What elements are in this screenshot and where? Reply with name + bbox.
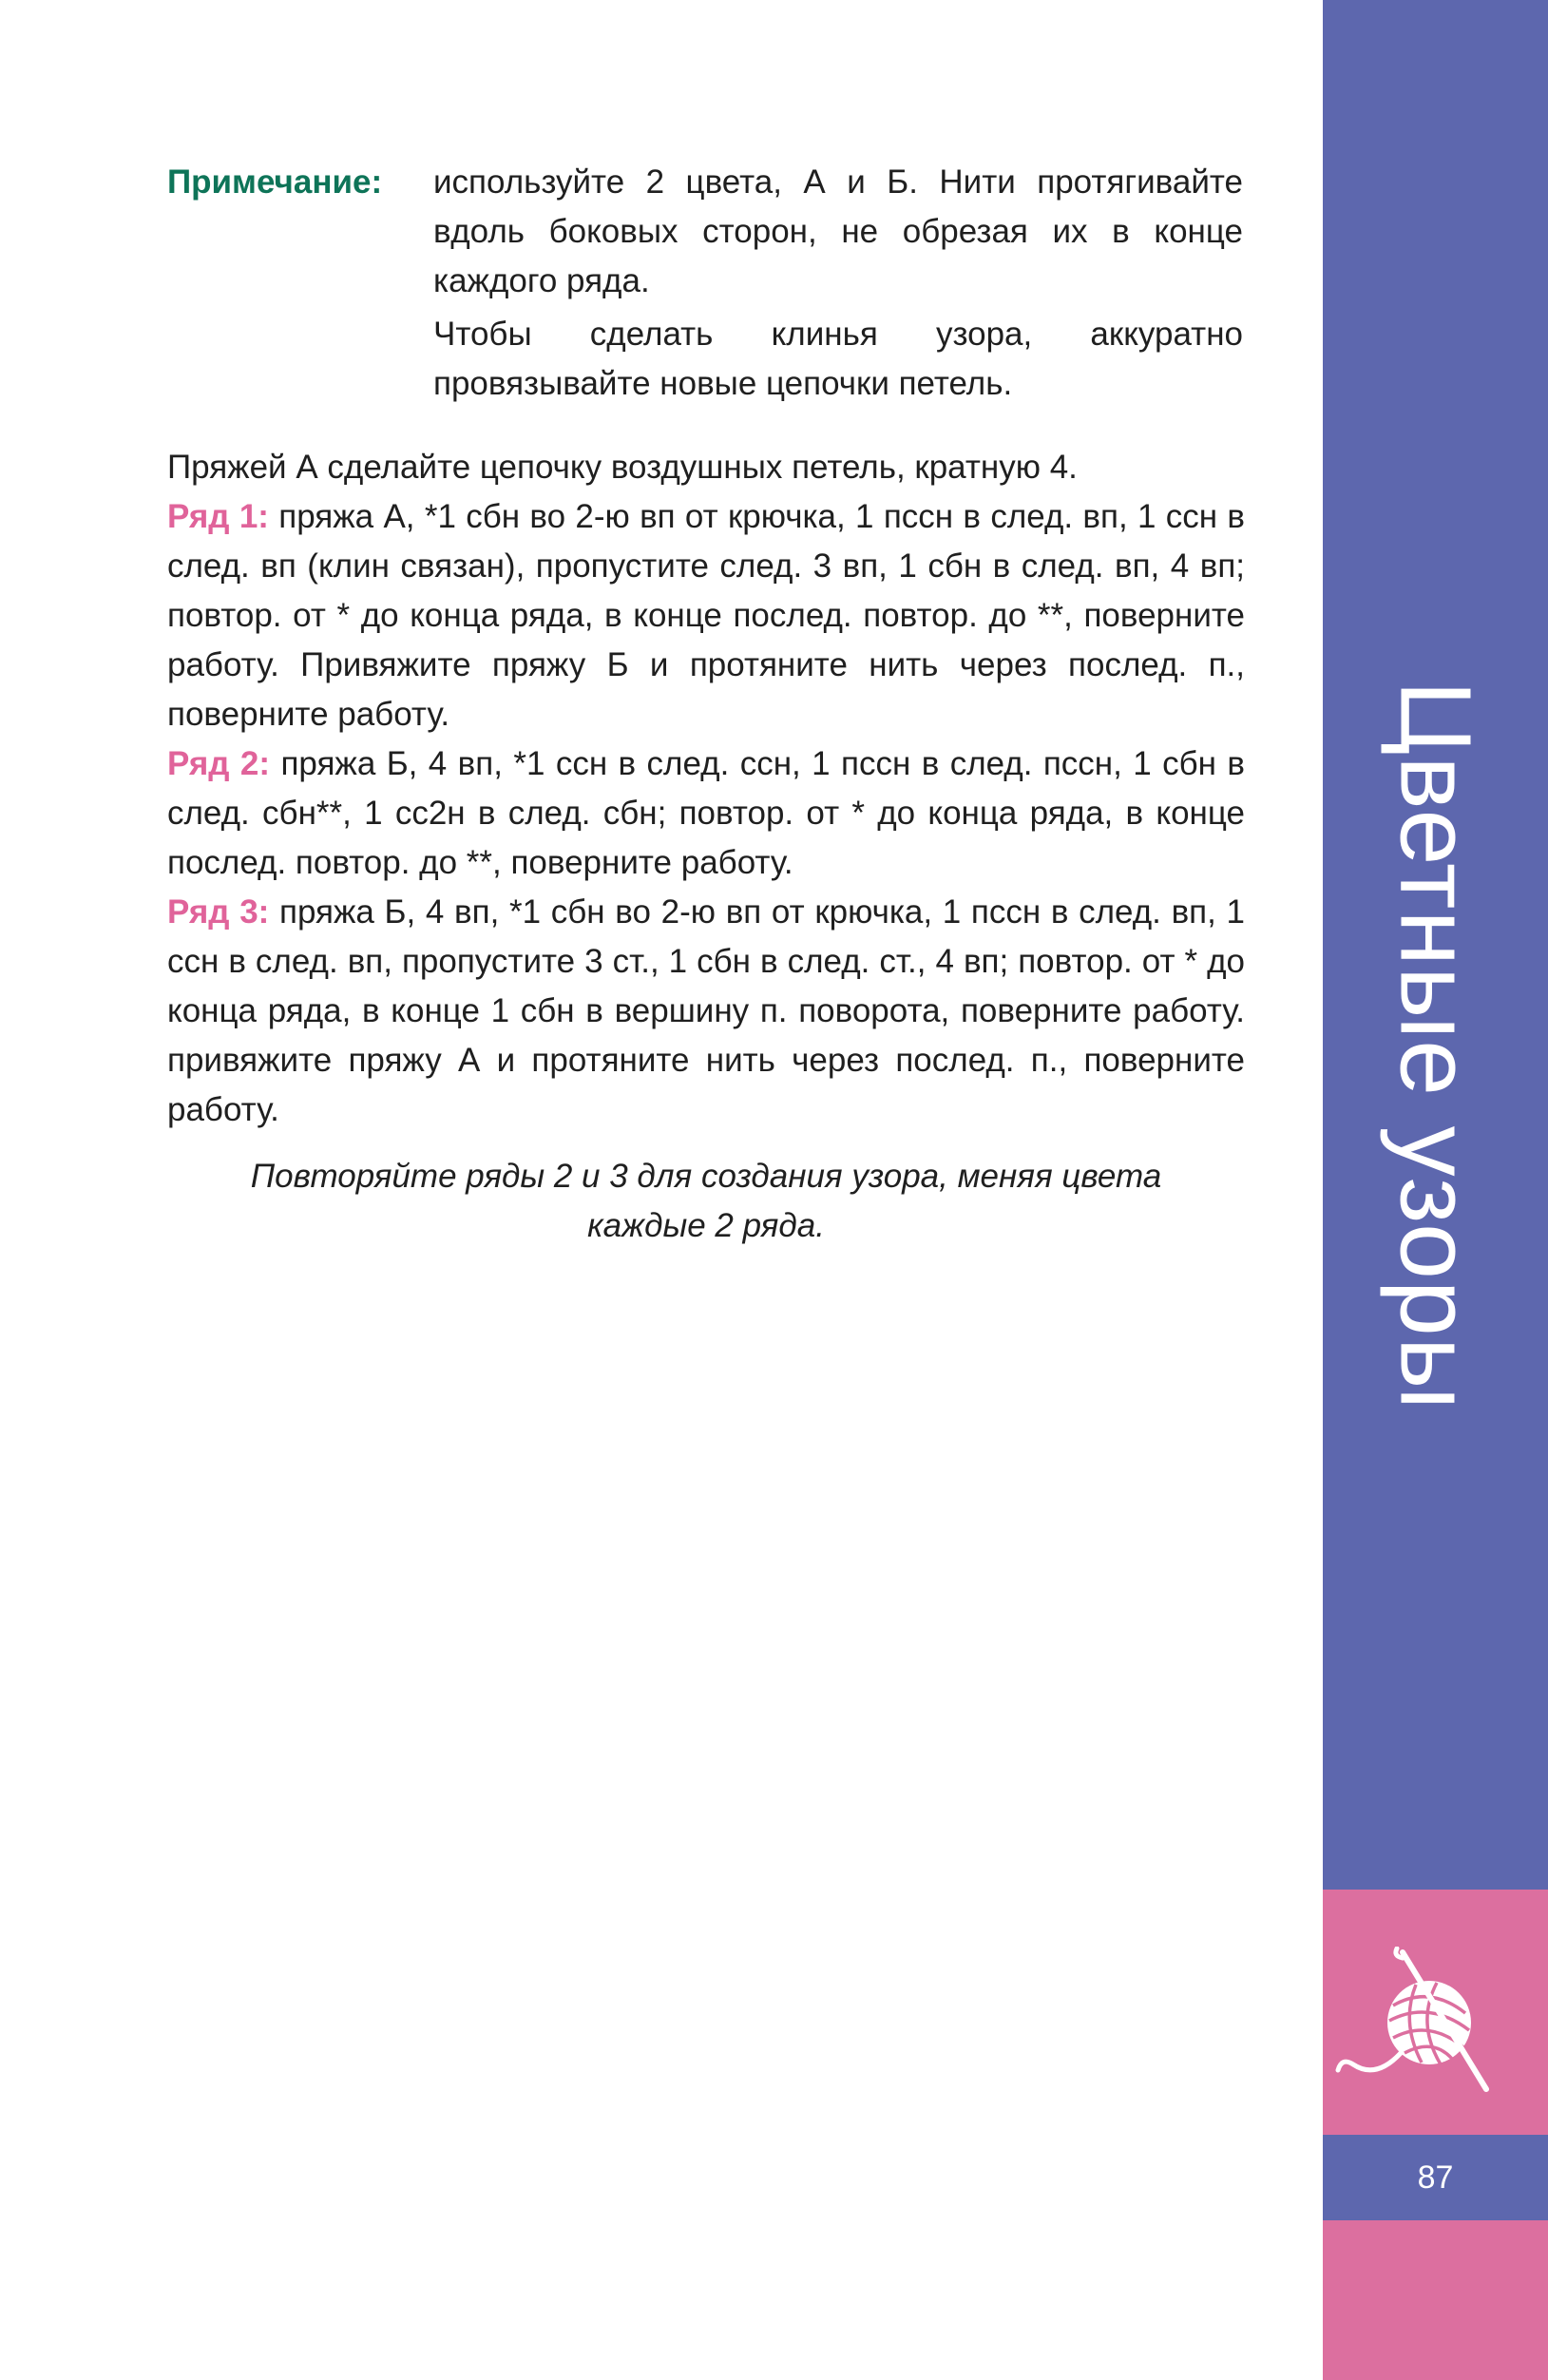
row-3-label: Ряд 3: bbox=[167, 893, 270, 931]
yarn-ball-hook-icon bbox=[1334, 1947, 1505, 2099]
sidebar-page-number-band bbox=[1323, 2135, 1548, 2220]
note-paragraph-1: используйте 2 цвета, А и Б. Нити протягивайте вдоль боковых сторон, не обрезая их в конце каждого ряда. bbox=[433, 163, 1243, 299]
section-sidebar bbox=[1323, 0, 1548, 2380]
row-3-text: пряжа Б, 4 вп, *1 сбн во 2-ю вп от крючка, 1 пссн в след. вп, 1 ссн в след. вп, пропустите 3 ст., 1 сбн в след. ст., 4 вп; повтор. от * до конца ряда, в конце 1 сбн в вершину п. поворота, поверните работу. привяжите пряжу А и протяните нить через послед. п., поверните работу. bbox=[167, 893, 1245, 1128]
sidebar-icon-band bbox=[1323, 1890, 1548, 2135]
sidebar-bottom-band bbox=[1323, 2220, 1548, 2380]
section-title: Цветные узоры bbox=[1379, 680, 1492, 1411]
intro-text: Пряжей А сделайте цепочку воздушных петель, кратную 4. bbox=[167, 449, 1078, 486]
row-1-label: Ряд 1: bbox=[167, 498, 269, 535]
row-3 bbox=[167, 888, 1245, 1135]
sidebar-title-band bbox=[1323, 0, 1548, 1890]
note-label: Примечание: bbox=[167, 163, 383, 201]
row-1 bbox=[167, 492, 1245, 739]
page-number: 87 bbox=[1417, 2159, 1454, 2196]
instructions bbox=[167, 443, 1245, 1135]
note-paragraph-2: Чтобы сделать клинья узора, аккуратно провязывайте новые цепочки петель. bbox=[433, 316, 1243, 402]
row-2-label: Ряд 2: bbox=[167, 745, 271, 782]
repeat-note: Повторяйте ряды 2 и 3 для создания узора, меняя цвета каждые 2 ряда. bbox=[250, 1158, 1162, 1244]
note-body bbox=[433, 158, 1243, 409]
row-1-text: пряжа А, *1 сбн во 2-ю вп от крючка, 1 пссн в след. вп, 1 ссн в след. вп (клин связан), пропустите след. 3 вп, 1 сбн в след. вп, 4 вп; повтор. от * до конца ряда, в конце послед. повтор. до **, поверните работу. Привяжите пряжу Б и протяните нить через послед. п., поверните работу. bbox=[167, 498, 1245, 733]
row-2 bbox=[167, 739, 1245, 888]
row-2-text: пряжа Б, 4 вп, *1 ссн в след. ссн, 1 пссн в след. пссн, 1 сбн в след. сбн**, 1 сс2н в след. сбн; повтор. от * до конца ряда, в конце послед. повтор. до **, поверните работу. bbox=[167, 745, 1245, 881]
